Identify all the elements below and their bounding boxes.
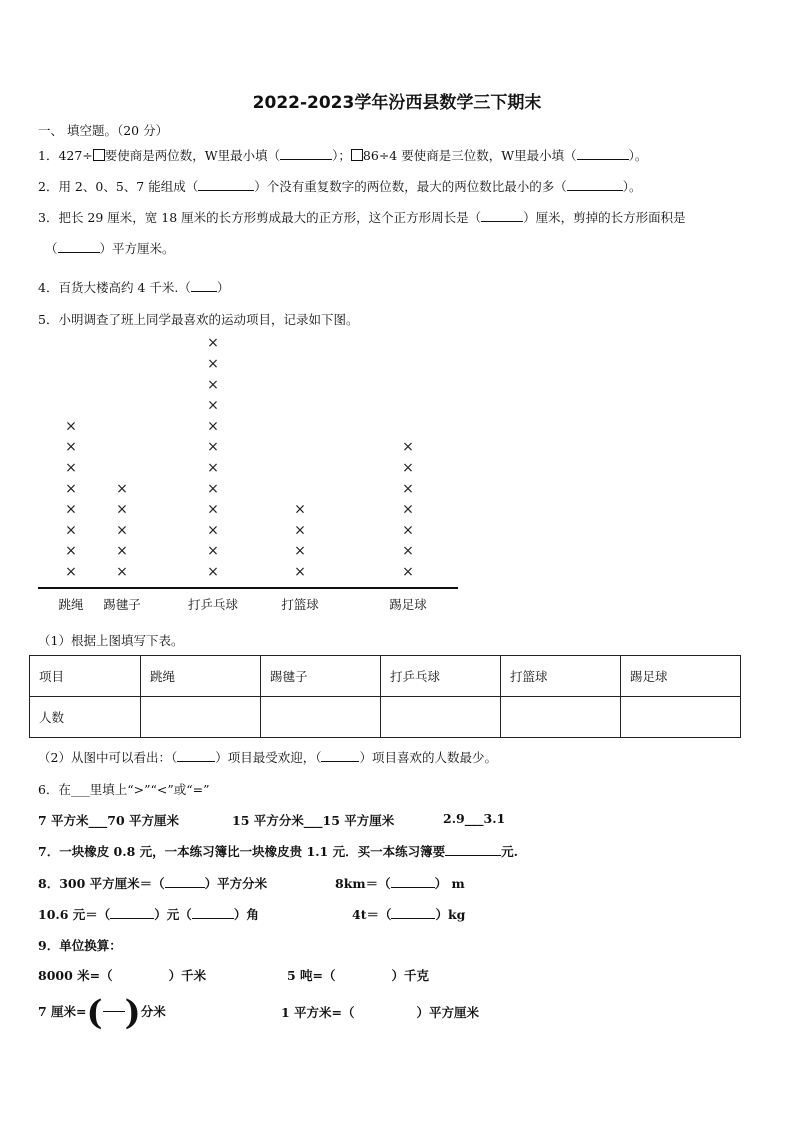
- chart-mark: ×: [207, 376, 219, 393]
- chart-mark: ×: [402, 460, 414, 476]
- table-row: [30, 656, 741, 697]
- chart-mark: ×: [207, 522, 219, 539]
- chart-mark: ×: [402, 439, 414, 456]
- question-5-sub2: （2）从图中可以看出：（ ）项目最受欢迎，（ ）项目喜欢的人数最少。: [38, 750, 497, 765]
- category-label: 跳绳: [58, 597, 84, 612]
- chart-mark: ×: [65, 439, 77, 456]
- question-4: 4．百货大楼高约 4 千米.（ ）: [38, 280, 230, 295]
- chart-mark: ×: [65, 480, 77, 497]
- chart-mark: ×: [65, 564, 77, 580]
- question-1: 1．427÷ 要使商是两位数，W里最小填（ ）； 86÷4 要使商是三位数，W里最小填（ ）。: [38, 148, 648, 163]
- chart-mark: ×: [65, 418, 77, 435]
- question-2: 2．用 2、0、5、7 能组成（ ）个没有重复数字的两位数，最大的两位数比最小的多（ ）。: [38, 179, 642, 194]
- question-9-a: 8000 米=（ ）千米: [38, 968, 207, 983]
- chart-mark: ×: [116, 480, 128, 497]
- table-header-cell: 踢毽子: [261, 656, 381, 697]
- category-label: 打篮球: [281, 597, 319, 612]
- question-5-sub1: （1）根据上图填写下表。: [38, 633, 184, 648]
- chart-mark: ×: [65, 543, 77, 560]
- answer-table: [29, 655, 741, 738]
- chart-mark: ×: [294, 564, 306, 580]
- chart-mark: ×: [65, 522, 77, 539]
- category-label: 踢毽子: [103, 597, 141, 612]
- question-8-b: 8km＝（ ） m: [335, 876, 465, 891]
- page-title: 2022-2023学年汾西县数学三下期末: [252, 93, 542, 113]
- question-3-line2: （ ）平方厘米。: [45, 241, 175, 256]
- answer-cell[interactable]: [621, 697, 741, 738]
- pictograph-chart: [38, 336, 468, 621]
- table-row: [30, 697, 741, 738]
- category-label: 打乒乓球: [187, 597, 239, 612]
- question-7: 7．一块橡皮 0.8 元，一本练习簿比一块橡皮贵 1.1 元．买一本练习簿要 元.: [38, 844, 518, 859]
- chart-mark: ×: [116, 564, 128, 580]
- table-header-cell: 打篮球: [501, 656, 621, 697]
- chart-mark: ×: [402, 564, 414, 580]
- chart-mark: ×: [402, 522, 414, 539]
- question-8-d: 4t＝（ ）kg: [352, 907, 466, 922]
- blank-box: [351, 149, 363, 161]
- table-header-cell: 项目: [30, 656, 141, 697]
- fraction-blank: ): [124, 993, 141, 1033]
- chart-mark: ×: [294, 501, 306, 518]
- chart-mark: ×: [207, 564, 219, 580]
- chart-mark: ×: [116, 543, 128, 560]
- question-8-a: 8．300 平方厘米＝（ ）平方分米: [38, 876, 268, 891]
- answer-cell[interactable]: [261, 697, 381, 738]
- question-9-d: 1 平方米=（ ）平方厘米: [281, 1005, 480, 1020]
- question-5: 5．小明调查了班上同学最喜欢的运动项目，记录如下图。: [38, 312, 359, 327]
- chart-mark: ×: [207, 418, 219, 435]
- chart-mark: ×: [207, 460, 219, 476]
- question-9-c: 7 厘米=( )分米: [38, 993, 166, 1033]
- chart-mark: ×: [116, 522, 128, 539]
- chart-mark: ×: [65, 501, 77, 518]
- question-8-c: 10.6 元＝（ ）元（ ）角: [38, 907, 259, 922]
- blank-box: [93, 149, 105, 161]
- answer-cell[interactable]: [501, 697, 621, 738]
- chart-mark: ×: [402, 543, 414, 560]
- chart-mark: ×: [294, 522, 306, 539]
- question-9: 9．单位换算：: [38, 938, 122, 953]
- chart-mark: ×: [402, 501, 414, 518]
- answer-cell[interactable]: [381, 697, 501, 738]
- chart-mark: ×: [65, 460, 77, 476]
- chart-mark: ×: [207, 336, 219, 352]
- table-row-label: 人数: [30, 697, 141, 738]
- section-heading: 一、 填空题。（20 分）: [38, 123, 169, 138]
- table-header-cell: 打乒乓球: [381, 656, 501, 697]
- q6-compare-2: 15 平方分米___15 平方厘米: [232, 813, 395, 828]
- table-header-cell: 跳绳: [141, 656, 261, 697]
- q6-compare-3: 2.9___3.1: [443, 811, 506, 826]
- chart-mark: ×: [294, 543, 306, 560]
- answer-cell[interactable]: [141, 697, 261, 738]
- question-9-b: 5 吨=（ ）千克: [287, 968, 430, 983]
- fraction-blank: (: [86, 993, 103, 1033]
- chart-mark: ×: [207, 397, 219, 414]
- chart-mark: ×: [207, 356, 219, 372]
- chart-mark: ×: [402, 480, 414, 497]
- table-header-cell: 踢足球: [621, 656, 741, 697]
- chart-mark: ×: [207, 439, 219, 456]
- chart-mark: ×: [116, 501, 128, 518]
- q6-compare-1: 7 平方米___70 平方厘米: [38, 813, 180, 828]
- chart-mark: ×: [207, 480, 219, 497]
- chart-mark: ×: [207, 543, 219, 560]
- chart-mark: ×: [207, 501, 219, 518]
- question-6: 6．在___里填上“>”“<”或“=”: [38, 782, 210, 797]
- category-label: 踢足球: [389, 597, 427, 612]
- question-3: 3．把长 29 厘米，宽 18 厘米的长方形剪成最大的正方形，这个正方形周长是（ ）厘米，剪掉的长方形面积是: [38, 210, 686, 225]
